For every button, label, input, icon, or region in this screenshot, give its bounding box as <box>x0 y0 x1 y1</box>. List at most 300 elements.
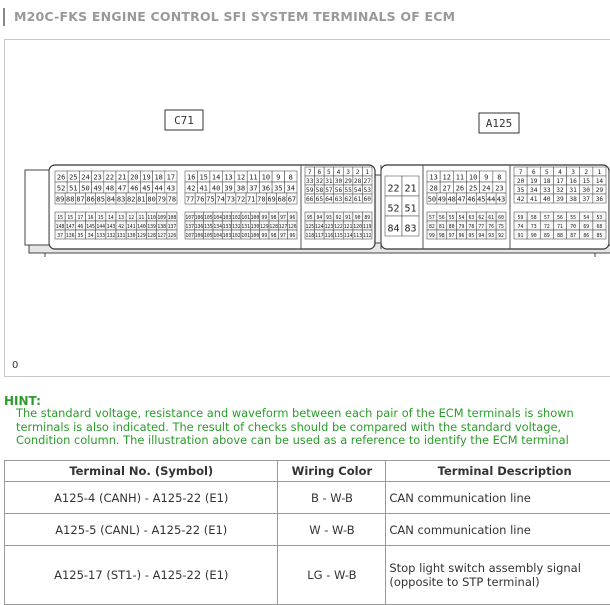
pin-label: 14 <box>596 178 604 185</box>
pin-label: 49 <box>93 185 101 193</box>
pin-label: 82 <box>127 196 135 204</box>
description-line: Stop light switch assembly signal <box>389 561 610 575</box>
pin-label: 130 <box>251 224 260 230</box>
pin-label: 35 <box>78 233 84 239</box>
pin-label: 99 <box>261 233 267 239</box>
pin-label: 34 <box>88 233 94 239</box>
pin-label: 78 <box>168 196 176 204</box>
pin-label: 68 <box>597 224 603 230</box>
pin-label: 1 <box>598 169 602 176</box>
pin-label: 40 <box>543 196 551 203</box>
pin-label: 131 <box>241 224 250 230</box>
pin-label: 60 <box>498 215 504 221</box>
pin-label: 76 <box>196 196 204 204</box>
header-wiring-color: Wiring Color <box>278 461 386 482</box>
pin-label: 27 <box>363 178 371 185</box>
pin-label: 26 <box>57 174 65 182</box>
pin-label: 147 <box>66 224 75 230</box>
pin-label: 113 <box>353 233 362 239</box>
pin-label: 5 <box>545 169 549 176</box>
pin-label: 127 <box>279 224 288 230</box>
pin-label: 83 <box>117 196 125 204</box>
pin-label: 45 <box>477 196 485 204</box>
pin-label: 104 <box>213 215 222 221</box>
pin-label: 19 <box>142 174 150 182</box>
pin-label: 56 <box>557 215 563 221</box>
corner-label: 0 <box>12 360 18 371</box>
pin-label: 29 <box>596 187 604 194</box>
pin-label: 87 <box>570 233 576 239</box>
pin-label: 30 <box>335 178 343 185</box>
pin-label: 124 <box>315 224 324 230</box>
pin-label: 11 <box>139 215 145 221</box>
pin-label: 86 <box>86 196 94 204</box>
pin-label: 132 <box>232 224 241 230</box>
c71-label: C71 <box>174 114 194 127</box>
pin-label: 71 <box>247 196 255 204</box>
pin-label: 87 <box>76 196 84 204</box>
pin-label: 24 <box>81 174 89 182</box>
pin-label: 21 <box>118 174 126 182</box>
pin-label: 23 <box>93 174 101 182</box>
pin-label: 90 <box>355 215 361 221</box>
pin-label: 39 <box>556 196 564 203</box>
pin-label: 74 <box>518 224 524 230</box>
pin-label: 14 <box>108 215 114 221</box>
pin-label: 15 <box>67 215 73 221</box>
pin-label: 23 <box>495 185 503 193</box>
pin-label: 7 <box>308 169 312 176</box>
pin-label: 132 <box>107 233 116 239</box>
pin-label: 58 <box>316 187 324 194</box>
pin-label: 126 <box>168 233 177 239</box>
pin-label: 27 <box>443 185 451 193</box>
pin-label: 109 <box>157 215 166 221</box>
pin-label: 34 <box>530 187 538 194</box>
pin-label: 55 <box>449 215 455 221</box>
pin-label: 16 <box>569 178 577 185</box>
pin-label: 103 <box>223 233 232 239</box>
pin-label: 94 <box>316 215 322 221</box>
hint-text <box>16 407 610 448</box>
pin-label: 85 <box>597 233 603 239</box>
pin-label: 54 <box>459 215 465 221</box>
pin-label: 11 <box>456 174 464 182</box>
pin-label: 115 <box>334 233 343 239</box>
pin-label: 84 <box>107 196 115 204</box>
pin-label: 40 <box>212 185 220 193</box>
pin-label: 137 <box>168 224 177 230</box>
pin-label: 37 <box>583 196 591 203</box>
pin-label: 131 <box>117 233 126 239</box>
pin-label: 72 <box>237 196 245 204</box>
pin-label: 107 <box>185 233 194 239</box>
pin-label: 75 <box>206 196 214 204</box>
pin-label: 13 <box>118 215 124 221</box>
pin-label: 119 <box>363 224 372 230</box>
pin-label: 89 <box>544 233 550 239</box>
pin-label: 20 <box>130 174 138 182</box>
pin-label: 144 <box>96 224 105 230</box>
pin-label: 143 <box>107 224 116 230</box>
pin-label: 37 <box>249 185 257 193</box>
pin-label: 88 <box>557 233 563 239</box>
description-line: (opposite to STP terminal) <box>389 575 610 589</box>
pin-label: 77 <box>478 224 484 230</box>
pin-label: 96 <box>289 233 295 239</box>
pin-label: 104 <box>213 233 222 239</box>
pin-label: 99 <box>429 233 435 239</box>
pin-label: 98 <box>439 233 445 239</box>
pin-label: 61 <box>488 215 494 221</box>
pin-label: 31 <box>569 187 577 194</box>
pin-label: 83 <box>404 224 416 235</box>
hint-line: Condition column. The illustration above can be used as a reference to identify the ECM terminal <box>16 434 610 448</box>
pin-label: 73 <box>227 196 235 204</box>
terminal-table <box>4 460 610 605</box>
pin-label: 93 <box>326 215 332 221</box>
pin-label: 28 <box>429 185 437 193</box>
pin-label: 102 <box>232 233 241 239</box>
pin-label: 89 <box>364 215 370 221</box>
pin-label: 2 <box>584 169 588 176</box>
pin-label: 93 <box>488 233 494 239</box>
cell-description: CAN communication line <box>386 482 610 514</box>
pin-label: 31 <box>325 178 333 185</box>
pin-label: 70 <box>257 196 265 204</box>
pin-label: 1 <box>365 169 369 176</box>
pin-label: 11 <box>249 174 257 182</box>
pin-label: 106 <box>195 215 204 221</box>
pin-label: 57 <box>429 215 435 221</box>
pin-label: 54 <box>354 187 362 194</box>
pin-label: 72 <box>544 224 550 230</box>
pin-label: 35 <box>274 185 282 193</box>
cell-terminal: A125-17 (ST1-) - A125-22 (E1) <box>5 546 278 605</box>
pin-label: 53 <box>597 215 603 221</box>
pin-label: 9 <box>276 174 280 182</box>
pin-label: 55 <box>570 215 576 221</box>
pin-label: 8 <box>497 174 501 182</box>
pin-label: 80 <box>449 224 455 230</box>
pin-label: 49 <box>438 196 446 204</box>
pin-label: 51 <box>69 185 77 193</box>
pin-label: 41 <box>530 196 538 203</box>
pin-label: 24 <box>482 185 490 193</box>
pin-label: 61 <box>354 196 362 203</box>
pin-label: 118 <box>305 233 314 239</box>
pin-label: 74 <box>216 196 224 204</box>
pin-label: 12 <box>237 174 245 182</box>
pin-label: 43 <box>167 185 175 193</box>
pin-label: 97 <box>280 233 286 239</box>
pin-label: 141 <box>127 224 136 230</box>
hint-title: HINT: <box>4 394 41 408</box>
pin-label: 46 <box>130 185 138 193</box>
pin-label: 21 <box>404 184 416 195</box>
pin-label: 103 <box>223 215 232 221</box>
pin-label: 136 <box>195 224 204 230</box>
pin-label: 123 <box>325 224 334 230</box>
pin-label: 52 <box>57 185 65 193</box>
pin-label: 90 <box>531 233 537 239</box>
pin-label: 110 <box>147 215 156 221</box>
pin-label: 127 <box>157 233 166 239</box>
pin-label: 65 <box>316 196 324 203</box>
table-row <box>5 482 610 514</box>
pin-label: 128 <box>147 233 156 239</box>
pin-label: 42 <box>517 196 525 203</box>
pin-label: 20 <box>517 178 525 185</box>
pin-label: 47 <box>457 196 465 204</box>
pin-label: 71 <box>557 224 563 230</box>
pin-label: 42 <box>118 224 124 230</box>
cell-terminal: A125-4 (CANH) - A125-22 (E1) <box>5 482 278 514</box>
pin-label: 15 <box>583 178 591 185</box>
pin-label: 122 <box>334 224 343 230</box>
pin-label: 4 <box>337 169 341 176</box>
pin-label: 56 <box>335 187 343 194</box>
pin-label: 81 <box>137 196 145 204</box>
pin-label: 79 <box>158 196 166 204</box>
pin-label: 129 <box>137 233 146 239</box>
pin-label: 57 <box>325 187 333 194</box>
pin-label: 86 <box>583 233 589 239</box>
pin-label: 14 <box>212 174 220 182</box>
hint-line: The standard voltage, resistance and waveform between each pair of the ECM terminals is shown <box>16 407 610 421</box>
pin-label: 97 <box>449 233 455 239</box>
pin-label: 42 <box>187 185 195 193</box>
pin-label: 34 <box>287 185 295 193</box>
pin-label: 56 <box>439 215 445 221</box>
pin-label: 117 <box>315 233 324 239</box>
pin-label: 3 <box>346 169 350 176</box>
cell-description: CAN communication line <box>386 514 610 546</box>
pin-label: 94 <box>478 233 484 239</box>
pin-label: 101 <box>241 215 250 221</box>
pin-label: 75 <box>498 224 504 230</box>
pin-label: 38 <box>569 196 577 203</box>
pin-label: 5 <box>327 169 331 176</box>
terminal-pins <box>55 167 606 239</box>
pin-label: 105 <box>204 233 213 239</box>
pin-label: 97 <box>280 215 286 221</box>
pin-label: 92 <box>336 215 342 221</box>
pin-label: 128 <box>269 224 278 230</box>
pin-label: 22 <box>106 174 114 182</box>
pin-label: 134 <box>213 224 222 230</box>
pin-label: 10 <box>469 174 477 182</box>
pin-label: 33 <box>306 178 314 185</box>
pin-label: 63 <box>469 215 475 221</box>
pin-label: 73 <box>531 224 537 230</box>
pin-label: 36 <box>596 196 604 203</box>
pin-label: 64 <box>325 196 333 203</box>
pin-label: 50 <box>81 185 89 193</box>
pin-label: 18 <box>154 174 162 182</box>
pin-label: 59 <box>306 187 314 194</box>
pin-label: 26 <box>456 185 464 193</box>
pin-label: 3 <box>571 169 575 176</box>
pin-label: 39 <box>224 185 232 193</box>
pin-label: 51 <box>404 204 416 215</box>
pin-label: 129 <box>260 224 269 230</box>
pin-label: 82 <box>429 224 435 230</box>
pin-label: 29 <box>344 178 352 185</box>
pin-label: 44 <box>487 196 495 204</box>
pin-label: 121 <box>344 224 353 230</box>
pin-label: 48 <box>106 185 114 193</box>
pin-label: 100 <box>251 233 260 239</box>
connector-illustration <box>5 40 610 376</box>
header-terminal: Terminal No. (Symbol) <box>5 461 278 482</box>
pin-label: 114 <box>344 233 353 239</box>
pin-label: 48 <box>447 196 455 204</box>
pin-label: 95 <box>469 233 475 239</box>
pin-label: 106 <box>195 233 204 239</box>
pin-label: 59 <box>518 215 524 221</box>
cell-color: B - W-B <box>278 482 386 514</box>
pin-label: 102 <box>232 215 241 221</box>
pin-label: 32 <box>556 187 564 194</box>
pin-label: 78 <box>469 224 475 230</box>
pin-label: 15 <box>57 215 63 221</box>
pin-label: 66 <box>306 196 314 203</box>
pin-label: 38 <box>237 185 245 193</box>
cell-color: LG - W-B <box>278 546 386 605</box>
pin-label: 126 <box>288 224 297 230</box>
pin-label: 46 <box>467 196 475 204</box>
pin-label: 35 <box>517 187 525 194</box>
pin-label: 125 <box>305 224 314 230</box>
pin-label: 17 <box>167 174 175 182</box>
pin-label: 96 <box>289 215 295 221</box>
pin-label: 55 <box>344 187 352 194</box>
pin-label: 135 <box>204 224 213 230</box>
pin-label: 69 <box>267 196 275 204</box>
page-title: M20C-FKS ENGINE CONTROL SFI SYSTEM TERMINALS OF ECM <box>3 8 455 26</box>
cell-terminal: A125-5 (CANL) - A125-22 (E1) <box>5 514 278 546</box>
pin-label: 58 <box>531 215 537 221</box>
pin-label: 85 <box>97 196 105 204</box>
pin-label: 69 <box>583 224 589 230</box>
pin-label: 88 <box>66 196 74 204</box>
pin-label: 2 <box>356 169 360 176</box>
table-row <box>5 514 610 546</box>
pin-label: 6 <box>532 169 536 176</box>
pin-label: 8 <box>289 174 293 182</box>
pin-label: 107 <box>185 215 194 221</box>
pin-label: 46 <box>78 224 84 230</box>
pin-label: 33 <box>543 187 551 194</box>
pin-label: 18 <box>543 178 551 185</box>
pin-label: 54 <box>583 215 589 221</box>
pin-label: 80 <box>147 196 155 204</box>
pin-label: 99 <box>261 215 267 221</box>
hint-line: terminals is also indicated. The result of checks should be compared with the standard voltage, <box>16 421 610 435</box>
pin-label: 15 <box>199 174 207 182</box>
pin-label: 28 <box>354 178 362 185</box>
header-description: Terminal Description <box>386 461 610 482</box>
pin-label: 50 <box>428 196 436 204</box>
pin-label: 17 <box>78 215 84 221</box>
pin-label: 105 <box>204 215 213 221</box>
pin-label: 108 <box>168 215 177 221</box>
pin-label: 101 <box>241 233 250 239</box>
pin-label: 63 <box>335 196 343 203</box>
pin-label: 12 <box>128 215 134 221</box>
pin-label: 10 <box>262 174 270 182</box>
pin-label: 70 <box>570 224 576 230</box>
pin-label: 9 <box>484 174 488 182</box>
pin-label: 116 <box>325 233 334 239</box>
pin-label: 13 <box>429 174 437 182</box>
pin-label: 25 <box>469 185 477 193</box>
pin-label: 136 <box>66 233 75 239</box>
pin-label: 98 <box>271 233 277 239</box>
pin-label: 81 <box>439 224 445 230</box>
pin-label: 133 <box>96 233 105 239</box>
pin-label: 140 <box>137 224 146 230</box>
pin-label: 43 <box>497 196 505 204</box>
pin-label: 145 <box>86 224 95 230</box>
pin-label: 37 <box>57 233 63 239</box>
pin-label: 79 <box>459 224 465 230</box>
pin-label: 32 <box>316 178 324 185</box>
pin-label: 6 <box>317 169 321 176</box>
pin-label: 47 <box>118 185 126 193</box>
table-header-row <box>5 461 610 482</box>
pin-label: 45 <box>142 185 150 193</box>
pin-label: 100 <box>251 215 260 221</box>
a125-label: A125 <box>486 117 513 130</box>
pin-label: 91 <box>518 233 524 239</box>
pin-label: 41 <box>199 185 207 193</box>
pin-label: 68 <box>278 196 286 204</box>
pin-label: 120 <box>353 224 362 230</box>
pin-label: 130 <box>127 233 136 239</box>
pin-label: 12 <box>443 174 451 182</box>
pin-label: 30 <box>583 187 591 194</box>
pin-label: 98 <box>271 215 277 221</box>
pin-label: 137 <box>185 224 194 230</box>
pin-label: 52 <box>387 204 399 215</box>
pin-label: 19 <box>530 178 538 185</box>
pin-label: 15 <box>98 215 104 221</box>
pin-label: 44 <box>154 185 162 193</box>
pin-label: 91 <box>345 215 351 221</box>
pin-label: 95 <box>307 215 313 221</box>
table-row <box>5 546 610 605</box>
ecm-connector-diagram <box>4 39 610 377</box>
pin-label: 84 <box>387 224 399 235</box>
pin-label: 77 <box>186 196 194 204</box>
pin-label: 138 <box>157 224 166 230</box>
pin-label: 25 <box>69 174 77 182</box>
pin-label: 60 <box>363 196 371 203</box>
pin-label: 7 <box>519 169 523 176</box>
pin-label: 62 <box>478 215 484 221</box>
pin-label: 89 <box>56 196 64 204</box>
cell-color: W - W-B <box>278 514 386 546</box>
pin-label: 22 <box>387 184 399 195</box>
pin-label: 16 <box>187 174 195 182</box>
pin-label: 62 <box>344 196 352 203</box>
pin-label: 112 <box>363 233 372 239</box>
pin-label: 133 <box>223 224 232 230</box>
pin-label: 148 <box>56 224 65 230</box>
pin-label: 36 <box>262 185 270 193</box>
